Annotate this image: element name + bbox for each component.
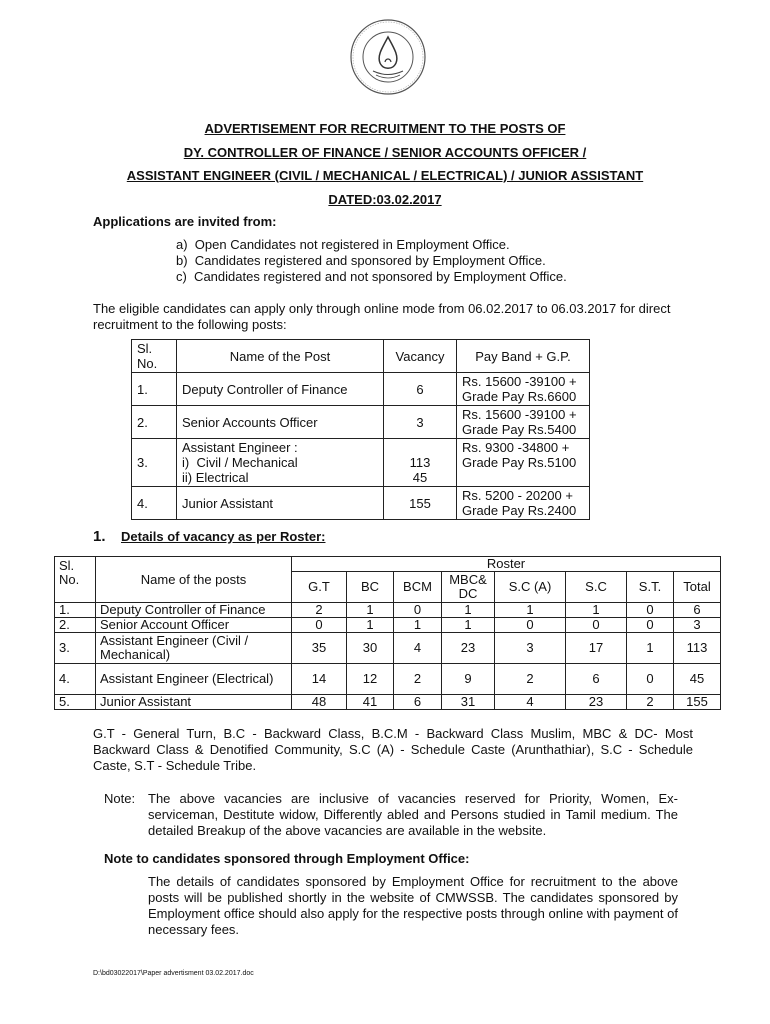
- table-row: [132, 487, 590, 520]
- row-sc: 0: [566, 618, 627, 633]
- table-row: [55, 664, 721, 695]
- row-sl: 2.: [55, 618, 96, 633]
- heading-date: DATED:03.02.2017: [328, 192, 442, 207]
- row-mbc-dc: 23: [442, 633, 495, 664]
- row-bcm: 1: [394, 618, 442, 633]
- table-row: [55, 633, 721, 664]
- row-sl: 3.: [132, 439, 177, 487]
- row-total: 113: [674, 633, 721, 664]
- row-post-name: Assistant Engineer (Electrical): [96, 664, 292, 695]
- grade-pay: Grade Pay Rs.5400: [462, 422, 577, 437]
- row-bcm: 4: [394, 633, 442, 664]
- table-row: [132, 373, 590, 406]
- pay-band: Rs. 5200 - 20200 +: [462, 488, 573, 503]
- row-gt: 48: [292, 695, 347, 710]
- roster-header-top: [55, 557, 721, 572]
- row-gt: 14: [292, 664, 347, 695]
- row-st: 1: [627, 633, 674, 664]
- header-sl: Sl. No.: [55, 557, 96, 603]
- posts-table: [131, 339, 590, 520]
- applications-title: Applications are invited from:: [93, 214, 277, 229]
- row-bcm: 2: [394, 664, 442, 695]
- row-st: 0: [627, 603, 674, 618]
- row-vacancy: [384, 439, 457, 487]
- post-name-line: ii) Electrical: [182, 470, 249, 485]
- row-sca: 4: [495, 695, 566, 710]
- row-st: 0: [627, 664, 674, 695]
- row-pay: [457, 406, 590, 439]
- row-bc: 41: [347, 695, 394, 710]
- row-st: 2: [627, 695, 674, 710]
- row-total: 45: [674, 664, 721, 695]
- row-gt: 2: [292, 603, 347, 618]
- grade-pay: Grade Pay Rs.5100: [462, 455, 577, 470]
- applications-item: b) Candidates registered and sponsored by Employment Office.: [176, 253, 546, 268]
- row-sl: 4.: [132, 487, 177, 520]
- row-mbc-dc: 1: [442, 603, 495, 618]
- header-roster: Roster: [292, 557, 721, 572]
- pay-band: Rs. 15600 -39100 +: [462, 374, 577, 389]
- applications-item: c) Candidates registered and not sponsored by Employment Office.: [176, 269, 567, 284]
- vacancy-line: 113: [409, 455, 431, 470]
- header-col: G.T: [292, 572, 347, 603]
- row-sca: 1: [495, 603, 566, 618]
- sponsored-text: The details of candidates sponsored by Employment Office for recruitment to the above posts will be published shortly in the website of CMWSSB. The candidates sponsored by Employment office should also apply for the respective posts through online with payment of necessary fees.: [148, 874, 678, 937]
- header-pay: Pay Band + G.P.: [457, 340, 590, 373]
- row-vacancy: 155: [384, 487, 457, 520]
- roster-section-number: 1.: [93, 528, 106, 545]
- note-text: The above vacancies are inclusive of vacancies reserved for Priority, Women, Ex-serviceman, Destitute widow, Differently abled and Persons studied in Tamil medium. The detailed Breakup of the above vacancies are available in the website.: [148, 791, 678, 838]
- row-bcm: 0: [394, 603, 442, 618]
- pay-band: Rs. 9300 -34800 +: [462, 440, 570, 455]
- row-sl: 3.: [55, 633, 96, 664]
- row-sl: 5.: [55, 695, 96, 710]
- heading-line-3: ASSISTANT ENGINEER (CIVIL / MECHANICAL / ELECTRICAL) / JUNIOR ASSISTANT: [126, 168, 644, 183]
- row-post-name: Deputy Controller of Finance: [177, 373, 384, 406]
- row-post-name: Senior Accounts Officer: [177, 406, 384, 439]
- table-row: [132, 406, 590, 439]
- header-col: BCM: [394, 572, 442, 603]
- row-pay: [457, 439, 590, 487]
- row-total: 3: [674, 618, 721, 633]
- pay-band: Rs. 15600 -39100 +: [462, 407, 577, 422]
- row-total: 6: [674, 603, 721, 618]
- row-total: 155: [674, 695, 721, 710]
- sponsored-title: Note to candidates sponsored through Employment Office:: [104, 851, 470, 866]
- row-bc: 30: [347, 633, 394, 664]
- header-col: S.C (A): [495, 572, 566, 603]
- row-gt: 0: [292, 618, 347, 633]
- row-vacancy: 6: [384, 373, 457, 406]
- row-post-name: Junior Assistant: [96, 695, 292, 710]
- row-sc: 17: [566, 633, 627, 664]
- document-file-path: D:\bd03022017\Paper advertisment 03.02.2017.doc: [93, 970, 254, 977]
- row-mbc-dc: 31: [442, 695, 495, 710]
- header-post-name: Name of the posts: [96, 557, 292, 603]
- row-post-name: [177, 439, 384, 487]
- applications-item: a) Open Candidates not registered in Employment Office.: [176, 237, 510, 252]
- row-mbc-dc: 1: [442, 618, 495, 633]
- row-bc: 1: [347, 618, 394, 633]
- table-row: [55, 618, 721, 633]
- heading-line-2: DY. CONTROLLER OF FINANCE / SENIOR ACCOUNTS OFFICER /: [183, 145, 587, 160]
- row-vacancy: 3: [384, 406, 457, 439]
- header-col: MBC& DC: [442, 572, 495, 603]
- grade-pay: Grade Pay Rs.6600: [462, 389, 577, 404]
- header-sl: Sl. No.: [132, 340, 177, 373]
- note-label: Note:: [104, 791, 136, 806]
- row-bc: 12: [347, 664, 394, 695]
- header-col: S.C: [566, 572, 627, 603]
- row-pay: [457, 487, 590, 520]
- roster-table: [54, 556, 721, 710]
- row-sca: 0: [495, 618, 566, 633]
- row-bcm: 6: [394, 695, 442, 710]
- post-name-line: Assistant Engineer :: [182, 440, 298, 455]
- heading-line-1: ADVERTISEMENT FOR RECRUITMENT TO THE POSTS OF: [204, 121, 566, 136]
- posts-table-header: [132, 340, 590, 373]
- row-post-name: Senior Account Officer: [96, 618, 292, 633]
- row-post-name: Deputy Controller of Finance: [96, 603, 292, 618]
- row-sc: 1: [566, 603, 627, 618]
- eligibility-text: The eligible candidates can apply only through online mode from 06.02.2017 to 06.03.2017 for direct recruitment to the following posts:: [93, 301, 671, 332]
- header-col: BC: [347, 572, 394, 603]
- row-sl: 1.: [55, 603, 96, 618]
- vacancy-line: 45: [412, 470, 428, 485]
- row-bc: 1: [347, 603, 394, 618]
- row-sl: 2.: [132, 406, 177, 439]
- header-vacancy: Vacancy: [384, 340, 457, 373]
- row-sl: 1.: [132, 373, 177, 406]
- row-st: 0: [627, 618, 674, 633]
- header-col: Total: [674, 572, 721, 603]
- table-row: [132, 439, 590, 487]
- row-pay: [457, 373, 590, 406]
- applications-list: [176, 237, 567, 285]
- row-sca: 3: [495, 633, 566, 664]
- row-mbc-dc: 9: [442, 664, 495, 695]
- organization-seal-logo: [349, 18, 427, 96]
- table-row: [55, 695, 721, 710]
- row-sca: 2: [495, 664, 566, 695]
- roster-section-heading: [93, 528, 325, 545]
- header-col: S.T.: [627, 572, 674, 603]
- abbreviation-legend: G.T - General Turn, B.C - Backward Class, B.C.M - Backward Class Muslim, MBC & DC- Most Backward Class & Denotified Community, S.C (A) - Schedule Caste (Arunthathiar), S.C - Schedule Caste, S.T - Schedule Tribe.: [93, 726, 693, 773]
- table-row: [55, 603, 721, 618]
- row-post-name: Junior Assistant: [177, 487, 384, 520]
- row-post-name: Assistant Engineer (Civil / Mechanical): [96, 633, 292, 664]
- row-sl: 4.: [55, 664, 96, 695]
- header-post-name: Name of the Post: [177, 340, 384, 373]
- row-sc: 23: [566, 695, 627, 710]
- post-name-line: i) Civil / Mechanical: [182, 455, 298, 470]
- roster-section-title: Details of vacancy as per Roster:: [121, 529, 326, 544]
- row-gt: 35: [292, 633, 347, 664]
- grade-pay: Grade Pay Rs.2400: [462, 503, 577, 518]
- row-sc: 6: [566, 664, 627, 695]
